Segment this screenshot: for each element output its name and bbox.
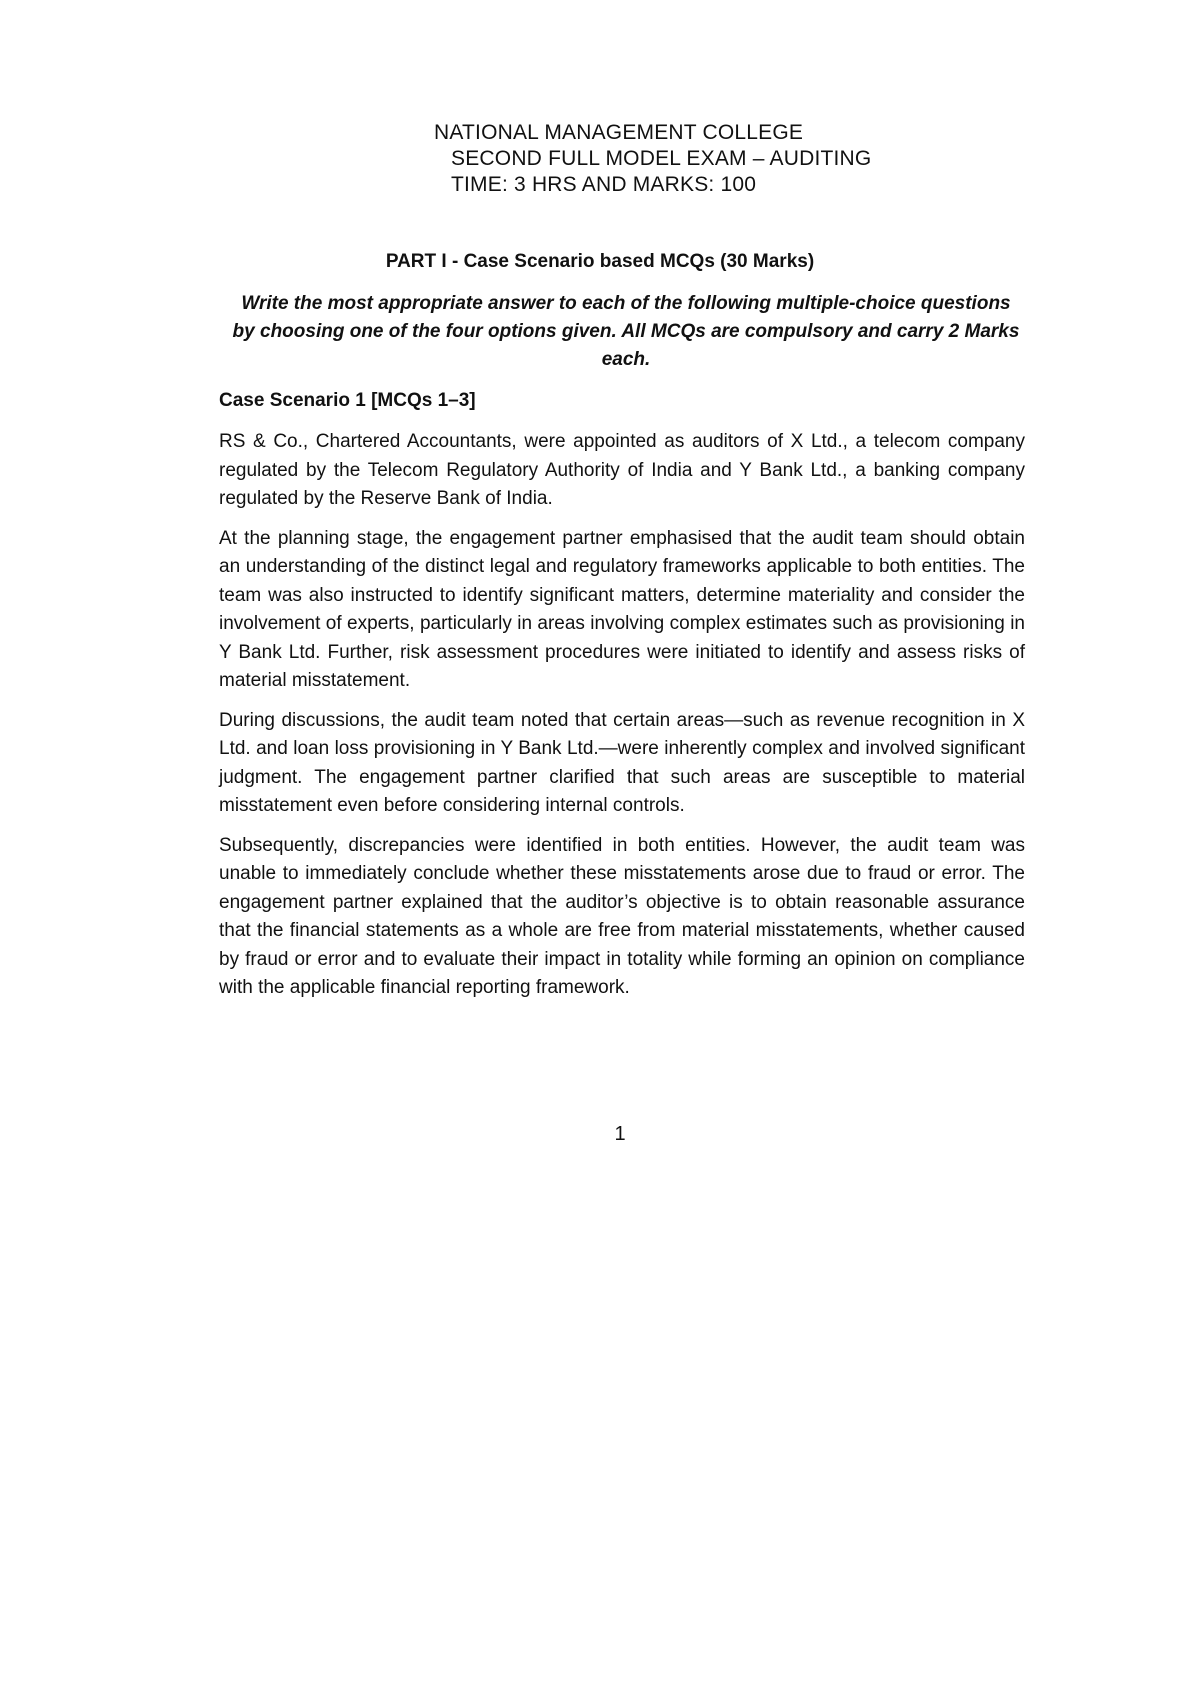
scenario-body bbox=[219, 428, 1025, 1014]
scenario-paragraph: At the planning stage, the engagement partner emphasised that the audit team should obtain an understanding of the distinct legal and regulatory frameworks applicable to both entities. The team was also instructed to identify significant matters, determine materiality and consider the involvement of experts, particularly in areas involving complex estimates such as provisioning in Y Bank Ltd. Further, risk assessment procedures were initiated to identify and assess risks of material misstatement. bbox=[219, 527, 1025, 691]
college-name: NATIONAL MANAGEMENT COLLEGE bbox=[434, 121, 804, 144]
scenario-paragraph: RS & Co., Chartered Accountants, were appointed as auditors of X Ltd., a telecom company regulated by the Telecom Regulatory Authority of India and Y Bank Ltd., a banking company regulated by the Reserve Bank of India. bbox=[219, 431, 1025, 509]
exam-time-marks: TIME: 3 HRS AND MARKS: 100 bbox=[451, 173, 757, 196]
scenario-heading: Case Scenario 1 [MCQs 1–3] bbox=[219, 390, 476, 411]
scenario-paragraph: During discussions, the audit team noted that certain areas—such as revenue recognition in X Ltd. and loan loss provisioning in Y Bank Ltd.—were inherently complex and involved significant judgment. The engagement partner clarified that such areas are susceptible to material misstatement even before considering internal controls. bbox=[219, 709, 1025, 816]
exam-title: SECOND FULL MODEL EXAM – AUDITING bbox=[451, 147, 872, 170]
instructions: Write the most appropriate answer to each of the following multiple-choice questions by choosing one of the four options given. All MCQs are compulsory and carry 2 Marks each. bbox=[232, 293, 1020, 370]
exam-header bbox=[434, 120, 934, 198]
scenario-paragraph: Subsequently, discrepancies were identified in both entities. However, the audit team was unable to immediately conclude whether these misstatements arose due to fraud or error. The engagement partner explained that the auditor’s objective is to obtain reasonable assurance that the financial statements as a whole are free from material misstatements, whether caused by fraud or error and to evaluate their impact in totality while forming an opinion on compliance with the applicable financial reporting framework. bbox=[219, 834, 1025, 998]
part-title: PART I - Case Scenario based MCQs (30 Marks) bbox=[385, 251, 815, 272]
page-number: 1 bbox=[614, 1123, 626, 1145]
